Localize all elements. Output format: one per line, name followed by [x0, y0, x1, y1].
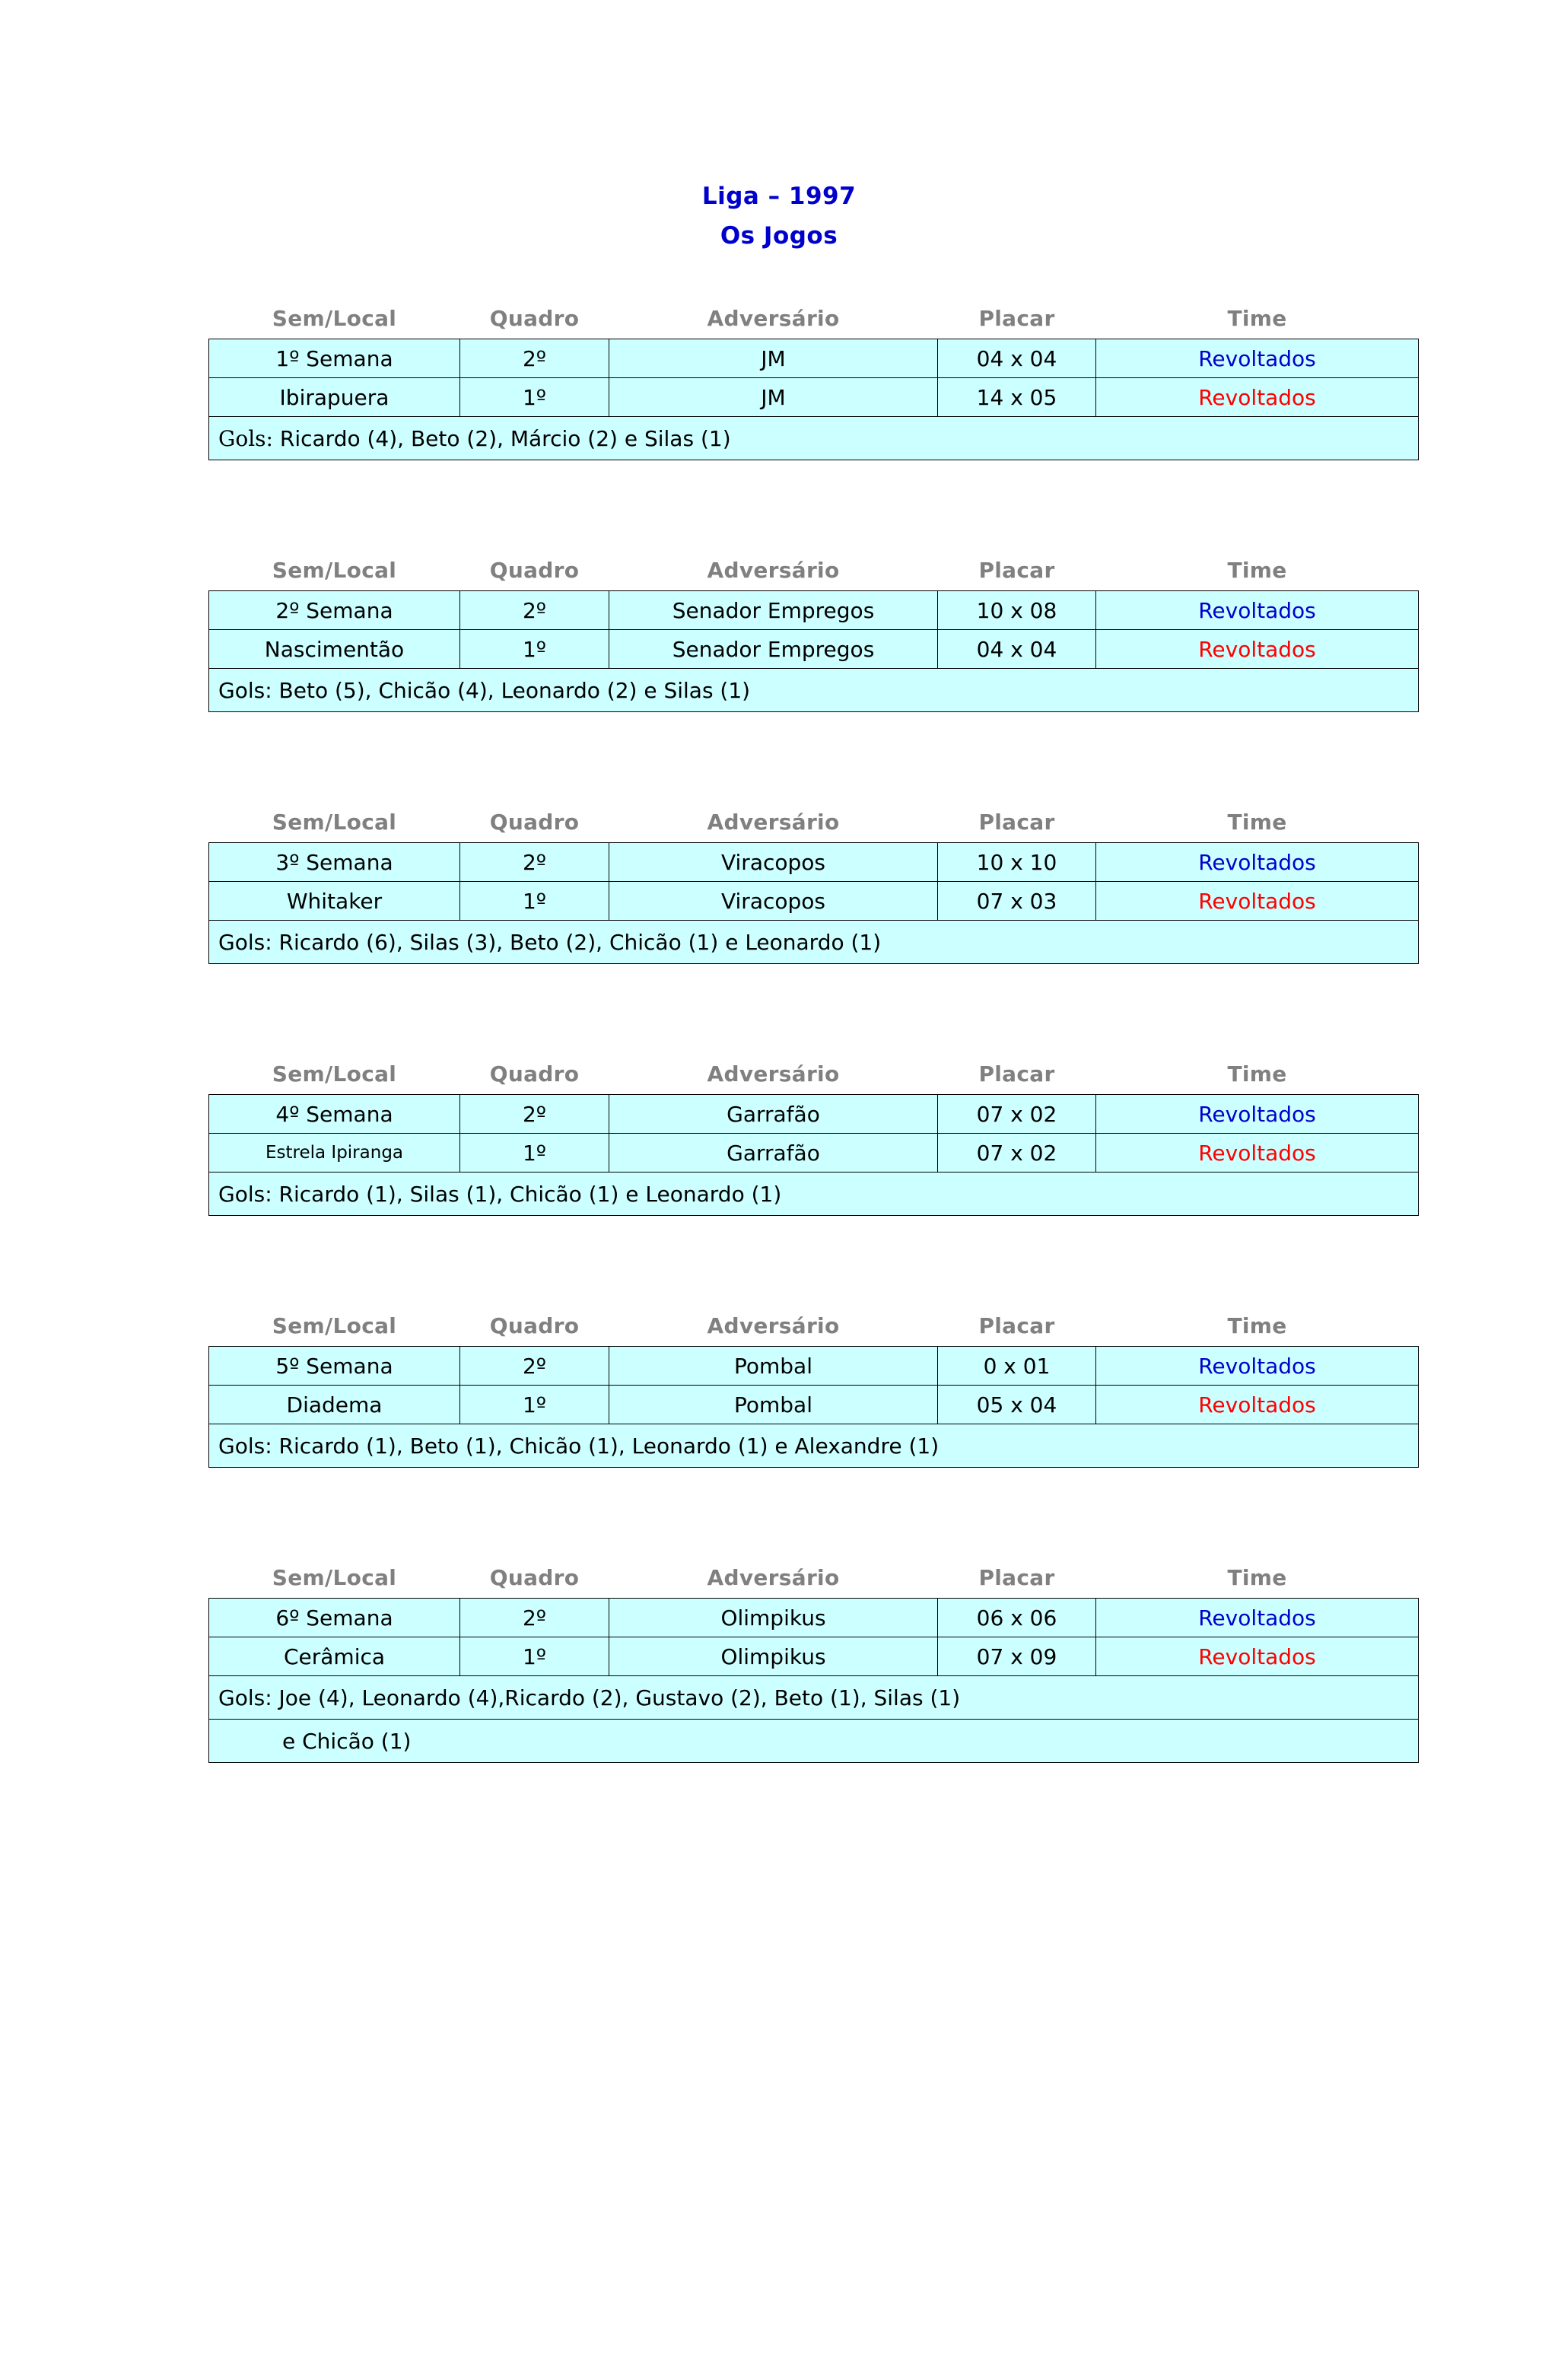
cell-quadro: 1º — [460, 1386, 609, 1424]
games-table-3 — [208, 807, 1419, 964]
cell-placar: 07 x 02 — [938, 1095, 1096, 1134]
cell-local: Cerâmica — [209, 1637, 460, 1676]
goals-label: Gols: — [218, 1685, 272, 1710]
cell-local: Whitaker — [209, 882, 460, 921]
goals-text: Ricardo (1), Beto (1), Chicão (1), Leonardo (1) e Alexandre (1) — [272, 1433, 940, 1459]
cell-quadro: 2º — [460, 843, 609, 882]
goals-row — [209, 1172, 1419, 1216]
cell-time: Revoltados — [1096, 630, 1419, 669]
games-table-4 — [208, 1058, 1419, 1216]
table-row — [209, 1386, 1419, 1424]
cell-local: 3º Semana — [209, 843, 460, 882]
table-row — [209, 1347, 1419, 1386]
goals-cell — [209, 669, 1419, 712]
cell-placar: 06 x 06 — [938, 1599, 1096, 1637]
cell-local: Nascimentão — [209, 630, 460, 669]
cell-quadro: 2º — [460, 1599, 609, 1637]
goals-row — [209, 417, 1419, 460]
cell-quadro: 2º — [460, 591, 609, 630]
header-time: Time — [1227, 810, 1287, 835]
header-local: Sem/Local — [272, 1061, 397, 1087]
cell-placar: 14 x 05 — [938, 378, 1096, 417]
goals-text: Beto (5), Chicão (4), Leonardo (2) e Silas (1) — [272, 677, 751, 703]
goals-text: Joe (4), Leonardo (4),Ricardo (2), Gustavo (2), Beto (1), Silas (1) — [272, 1685, 961, 1710]
cell-quadro: 1º — [460, 1134, 609, 1172]
goals-label: Gols: — [218, 1433, 272, 1459]
game-section-5 — [208, 1310, 1418, 1468]
header-time: Time — [1227, 1313, 1287, 1338]
game-section-2 — [208, 555, 1418, 712]
cell-adversario: Viracopos — [609, 882, 938, 921]
table-header-row — [209, 1058, 1419, 1095]
header-time: Time — [1227, 1061, 1287, 1087]
table-row — [209, 843, 1419, 882]
goals-cell — [209, 417, 1419, 460]
header-placar: Placar — [978, 558, 1055, 583]
header-time: Time — [1227, 558, 1287, 583]
header-quadro: Quadro — [489, 1313, 580, 1338]
cell-time: Revoltados — [1096, 591, 1419, 630]
header-placar: Placar — [978, 1565, 1055, 1590]
cell-time: Revoltados — [1096, 843, 1419, 882]
game-section-4 — [208, 1058, 1418, 1216]
table-header-row — [209, 1562, 1419, 1599]
header-adversario: Adversário — [707, 1061, 840, 1087]
cell-time: Revoltados — [1096, 1637, 1419, 1676]
goals-row — [209, 1424, 1419, 1468]
cell-time: Revoltados — [1096, 1386, 1419, 1424]
goals-text: Ricardo (1), Silas (1), Chicão (1) e Leonardo (1) — [272, 1181, 782, 1207]
goals-label: Gols: — [218, 677, 272, 703]
cell-placar: 05 x 04 — [938, 1386, 1096, 1424]
cell-adversario: Pombal — [609, 1386, 938, 1424]
table-header-row — [209, 1310, 1419, 1347]
page-title — [0, 177, 1558, 256]
table-row — [209, 1637, 1419, 1676]
goals-text: Ricardo (4), Beto (2), Márcio (2) e Silas (1) — [272, 425, 731, 451]
cell-local: Diadema — [209, 1386, 460, 1424]
table-row — [209, 1095, 1419, 1134]
title-line-1: Liga – 1997 — [701, 183, 857, 210]
header-local: Sem/Local — [272, 1313, 397, 1338]
header-quadro: Quadro — [489, 1061, 580, 1087]
table-header-row — [209, 303, 1419, 339]
games-table-2 — [208, 555, 1419, 712]
header-time: Time — [1227, 1565, 1287, 1590]
cell-local: 4º Semana — [209, 1095, 460, 1134]
table-row — [209, 1599, 1419, 1637]
goals-row — [209, 1676, 1419, 1720]
cell-time: Revoltados — [1096, 1599, 1419, 1637]
header-placar: Placar — [978, 306, 1055, 331]
goals-cell — [209, 1676, 1419, 1720]
cell-adversario: Olimpikus — [609, 1599, 938, 1637]
cell-quadro: 1º — [460, 378, 609, 417]
cell-quadro: 1º — [460, 1637, 609, 1676]
cell-quadro: 2º — [460, 339, 609, 378]
goals-cell — [209, 921, 1419, 964]
cell-quadro: 2º — [460, 1347, 609, 1386]
cell-placar: 04 x 04 — [938, 630, 1096, 669]
cell-time: Revoltados — [1096, 1134, 1419, 1172]
header-adversario: Adversário — [707, 306, 840, 331]
header-quadro: Quadro — [489, 306, 580, 331]
header-local: Sem/Local — [272, 558, 397, 583]
table-row — [209, 378, 1419, 417]
cell-time: Revoltados — [1096, 882, 1419, 921]
goals-row — [209, 921, 1419, 964]
goals-cell — [209, 1172, 1419, 1216]
header-quadro: Quadro — [489, 558, 580, 583]
goals-row-continued — [209, 1720, 1419, 1763]
cell-time: Revoltados — [1096, 378, 1419, 417]
cell-quadro: 2º — [460, 1095, 609, 1134]
table-header-row — [209, 555, 1419, 591]
header-adversario: Adversário — [707, 810, 840, 835]
header-local: Sem/Local — [272, 810, 397, 835]
goals-label: Gols: — [218, 425, 273, 451]
cell-quadro: 1º — [460, 882, 609, 921]
goals-label: Gols: — [218, 1181, 272, 1207]
games-table-6 — [208, 1562, 1419, 1763]
header-local: Sem/Local — [272, 1565, 397, 1590]
header-adversario: Adversário — [707, 1313, 840, 1338]
cell-adversario: Olimpikus — [609, 1637, 938, 1676]
goals-text: Ricardo (6), Silas (3), Beto (2), Chicão (1) e Leonardo (1) — [272, 929, 882, 955]
table-row — [209, 882, 1419, 921]
game-section-3 — [208, 807, 1418, 964]
cell-time: Revoltados — [1096, 339, 1419, 378]
table-row — [209, 591, 1419, 630]
cell-adversario: Garrafão — [609, 1095, 938, 1134]
cell-placar: 10 x 08 — [938, 591, 1096, 630]
goals-row — [209, 669, 1419, 712]
header-time: Time — [1227, 306, 1287, 331]
header-placar: Placar — [978, 1313, 1055, 1338]
header-placar: Placar — [978, 810, 1055, 835]
cell-local: 2º Semana — [209, 591, 460, 630]
header-local: Sem/Local — [272, 306, 397, 331]
table-row — [209, 339, 1419, 378]
header-quadro: Quadro — [489, 810, 580, 835]
cell-time: Revoltados — [1096, 1347, 1419, 1386]
cell-adversario: JM — [609, 378, 938, 417]
document-page — [0, 177, 1558, 2380]
cell-adversario: JM — [609, 339, 938, 378]
table-header-row — [209, 807, 1419, 843]
cell-quadro: 1º — [460, 630, 609, 669]
header-adversario: Adversário — [707, 558, 840, 583]
table-row — [209, 1134, 1419, 1172]
cell-local: 6º Semana — [209, 1599, 460, 1637]
games-table-5 — [208, 1310, 1419, 1468]
cell-local: Estrela Ipiranga — [209, 1134, 460, 1172]
cell-adversario: Senador Empregos — [609, 630, 938, 669]
cell-placar: 0 x 01 — [938, 1347, 1096, 1386]
header-adversario: Adversário — [707, 1565, 840, 1590]
title-line-2: Os Jogos — [720, 222, 838, 250]
game-section-1 — [208, 303, 1418, 460]
cell-adversario: Viracopos — [609, 843, 938, 882]
cell-local: 5º Semana — [209, 1347, 460, 1386]
cell-placar: 07 x 03 — [938, 882, 1096, 921]
cell-time: Revoltados — [1096, 1095, 1419, 1134]
sections-container — [0, 303, 1558, 1763]
table-row — [209, 630, 1419, 669]
goals-label: Gols: — [218, 929, 272, 955]
goals-cell — [209, 1424, 1419, 1468]
cell-placar: 04 x 04 — [938, 339, 1096, 378]
cell-local: Ibirapuera — [209, 378, 460, 417]
header-placar: Placar — [978, 1061, 1055, 1087]
cell-local: 1º Semana — [209, 339, 460, 378]
cell-adversario: Pombal — [609, 1347, 938, 1386]
game-section-6 — [208, 1562, 1418, 1763]
header-quadro: Quadro — [489, 1565, 580, 1590]
cell-adversario: Garrafão — [609, 1134, 938, 1172]
games-table-1 — [208, 303, 1419, 460]
cell-placar: 10 x 10 — [938, 843, 1096, 882]
goals-cell-continued: e Chicão (1) — [209, 1720, 1419, 1763]
cell-placar: 07 x 09 — [938, 1637, 1096, 1676]
cell-placar: 07 x 02 — [938, 1134, 1096, 1172]
cell-adversario: Senador Empregos — [609, 591, 938, 630]
